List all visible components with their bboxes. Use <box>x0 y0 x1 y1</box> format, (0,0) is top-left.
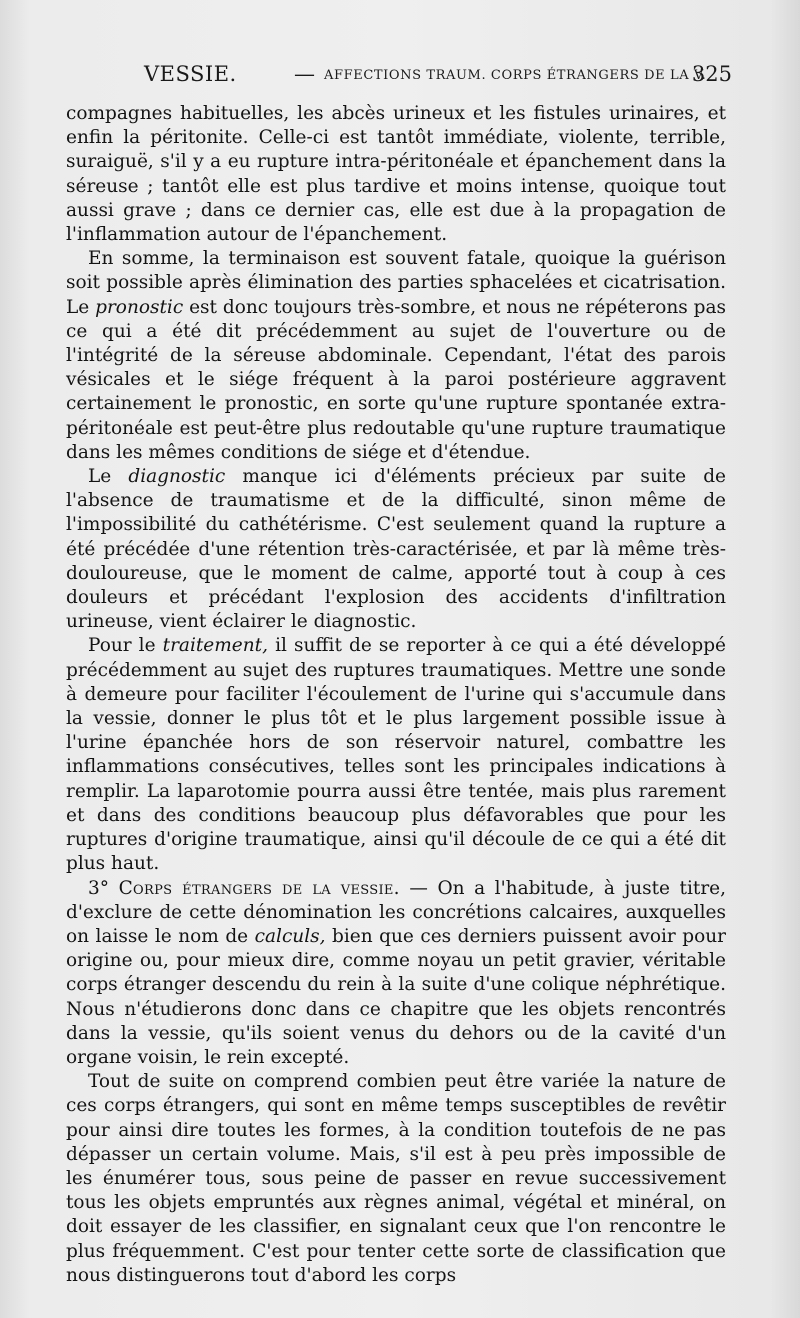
page-number: 325 <box>691 62 732 86</box>
term-pronostic: pronostic <box>95 296 184 318</box>
body-text <box>66 102 726 1288</box>
term-traitement: traitement, <box>162 635 268 657</box>
paragraph-1: compagnes habituelles, les abcès urineux et les fistules urinaires, et enfin la péritonite. Celle-ci est tantôt immédiate, violente, terrible, suraiguë, s'il y a eu rupture intra-péritonéale et épanchement dans la séreuse ; tantôt elle est plus tardive et moins intense, quoique tout aussi grave ; dans ce dernier cas, elle est due à la propagation de l'inflammation autour de l'épanchement. <box>66 103 726 246</box>
header-dash: — <box>294 62 315 86</box>
paragraph-6: Tout de suite on comprend combien peut être variée la nature de ces corps étrangers, qui sont en même temps susceptibles de revêtir pour ainsi dire toutes les formes, à la condition toutefois de ne pas dépasser un certain volume. Mais, s'il est à peu près impossible de les énumérer tous, sous peine de passer en revue successivement tous les objets empruntés aux règnes animal, végétal et minéral, on doit essayer de les classifier, en signalant ceux que l'on rencontre le plus fréquemment. C'est pour tenter cette sorte de classification que nous distinguerons tout d'abord les corps <box>66 1071 726 1286</box>
term-calculs: calculs, <box>254 925 326 947</box>
paragraph-2: En somme, la terminaison est souvent fatale, quoique la guérison soit possible après élimination des parties sphacelées et cicatrisation. Le pronostic est donc toujours très-sombre, et nous ne répéterons pas ce qui a été dit précédemment au sujet de l'ouverture ou de l'intégrité de la séreuse abdominale. Cependant, l'état des parois vésicales et le siége fréquent à la paroi postérieure aggravent certainement le pronostic, en sorte qu'une rupture spontanée extra-péritonéale est peut-être plus redoutable qu'une rupture traumatique dans les mêmes conditions de siége et d'étendue. <box>66 248 726 463</box>
paragraph-4: Pour le traitement, il suffit de se reporter à ce qui a été développé précédemment au sujet des ruptures traumatiques. Mettre une sonde à demeure pour faciliter l'écoulement de l'urine qui s'accumule dans la vessie, donner le plus tôt et le plus largement possible issue à l'urine épanchée hors de son réservoir naturel, combattre les inflammations consécutives, telles sont les principales indications à remplir. La laparotomie pourra aussi être tentée, mais plus rarement et dans des conditions beaucoup plus défavorables que pour les ruptures d'origine traumatique, ainsi qu'il découle de ce qui a été dit plus haut. <box>66 635 726 875</box>
header-title: VESSIE. <box>144 62 237 86</box>
paragraph-5: 3° Corps étrangers de la vessie. — On a l'habitude, à juste titre, d'exclure de cette dénomination les concrétions calcaires, auxquelles on laisse le nom de calculs, bien que ces derniers puissent avoir pour origine ou, pour mieux dire, comme noyau un petit gravier, véritable corps étranger descendu du rein à la suite d'une colique néphrétique. Nous n'étudierons donc dans ce chapitre que les objets rencontrés dans la vessie, qu'ils soient venus du dehors ou de la cavité d'un organe voisin, le rein excepté. <box>66 877 727 1068</box>
header-subtitle: AFFECTIONS TRAUM. CORPS ÉTRANGERS DE LA V. <box>324 68 707 83</box>
section-heading: Corps étrangers de la vessie. <box>118 877 400 899</box>
term-diagnostic: diagnostic <box>128 466 226 488</box>
running-header <box>66 62 732 92</box>
paragraph-3: Le diagnostic manque ici d'éléments précieux par suite de l'absence de traumatisme et de la difficulté, sinon même de l'impossibilité du cathétérisme. C'est seulement quand la rupture a été précédée d'une rétention très-caractérisée, et par là même très-douloureuse, que le moment de calme, apporté tout à coup à ces douleurs et précédant l'explosion des accidents d'infiltration urineuse, vient éclairer le diagnostic. <box>66 466 726 633</box>
